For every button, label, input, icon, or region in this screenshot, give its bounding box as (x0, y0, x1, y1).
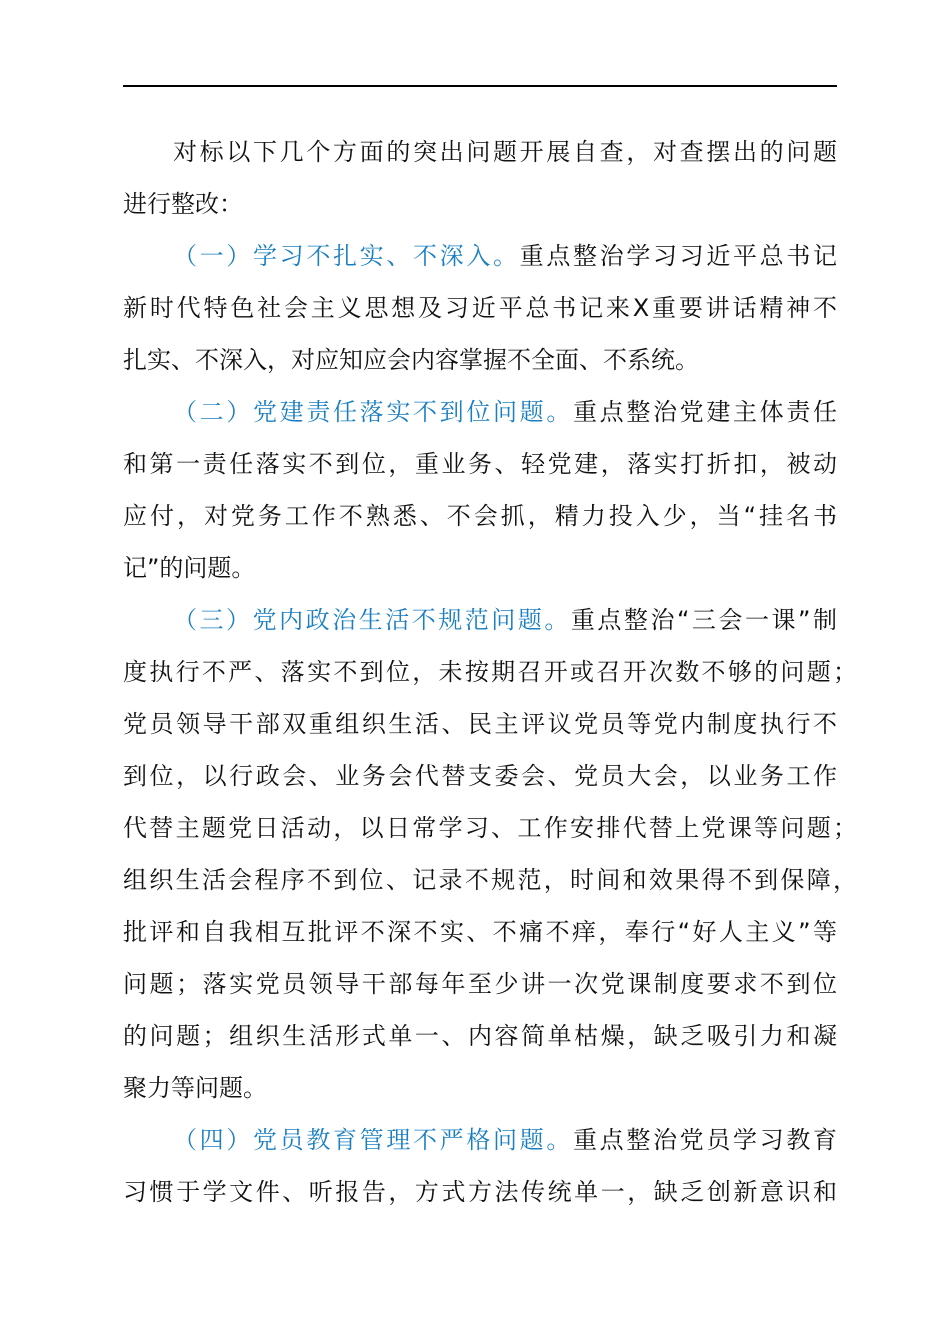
text-line (123, 802, 857, 854)
body-text: 习惯于学文件、听报告，方式方法传统单一，缺乏创新意识和 (123, 1178, 837, 1206)
body-text: 度执行不严、落实不到位，未按期召开或召开次数不够的问题； (123, 658, 857, 686)
header-rule (123, 85, 837, 87)
text-line (123, 854, 857, 906)
body-text: 的问题；组织生活形式单一、内容简单枯燥，缺乏吸引力和凝 (123, 1022, 837, 1050)
body-text: 对标以下几个方面的突出问题开展自查，对查摆出的问题 (173, 138, 837, 166)
text-line (123, 542, 837, 594)
body-text: 重点整治“三会一课”制 (570, 606, 837, 634)
text-line (123, 334, 837, 386)
body-text: 和第一责任落实不到位，重业务、轻党建，落实打折扣，被动 (123, 450, 837, 478)
text-line (123, 594, 837, 646)
text-line (123, 178, 837, 230)
text-line (123, 282, 837, 334)
text-line (123, 698, 837, 750)
body-text: 批评和自我相互批评不深不实、不痛不痒，奉行“好人主义”等 (123, 918, 837, 946)
text-line (123, 1010, 837, 1062)
body-text: 扎实、不深入，对应知应会内容掌握不全面、不系统。 (123, 346, 699, 374)
text-line (123, 438, 837, 490)
text-line (123, 490, 837, 542)
body-text: 重点整治学习习近平总书记 (519, 242, 838, 270)
body-text: 党员领导干部双重组织生活、民主评议党员等党内制度执行不 (123, 710, 837, 738)
text-line (123, 750, 837, 802)
body-text: 新时代特色社会主义思想及习近平总书记来X重要讲话精神不 (123, 294, 837, 322)
text-line (123, 230, 837, 282)
document-body (123, 126, 857, 1218)
section-heading: （四）党员教育管理不严格问题。 (173, 1126, 573, 1154)
text-line (123, 958, 837, 1010)
section-heading: （二）党建责任落实不到位问题。 (173, 398, 573, 426)
body-text: 组织生活会程序不到位、记录不规范，时间和效果得不到保障， (123, 866, 857, 894)
section-heading: （一）学习不扎实、不深入。 (173, 242, 520, 270)
body-text: 重点整治党员学习教育 (573, 1126, 837, 1154)
text-line (123, 1114, 837, 1166)
body-text: 进行整改： (123, 190, 243, 218)
body-text: 到位，以行政会、业务会代替支委会、党员大会，以业务工作 (123, 762, 837, 790)
text-line (123, 646, 857, 698)
body-text: 记”的问题。 (123, 554, 256, 582)
text-line (123, 1166, 837, 1218)
section-heading: （三）党内政治生活不规范问题。 (173, 606, 571, 634)
body-text: 问题；落实党员领导干部每年至少讲一次党课制度要求不到位 (123, 970, 837, 998)
body-text: 代替主题党日活动，以日常学习、工作安排代替上党课等问题； (123, 814, 857, 842)
body-text: 聚力等问题。 (123, 1074, 267, 1102)
body-text: 重点整治党建主体责任 (573, 398, 837, 426)
text-line (123, 386, 837, 438)
text-line (123, 1062, 837, 1114)
text-line (123, 126, 837, 178)
body-text: 应付，对党务工作不熟悉、不会抓，精力投入少，当“挂名书 (123, 502, 837, 530)
text-line (123, 906, 837, 958)
